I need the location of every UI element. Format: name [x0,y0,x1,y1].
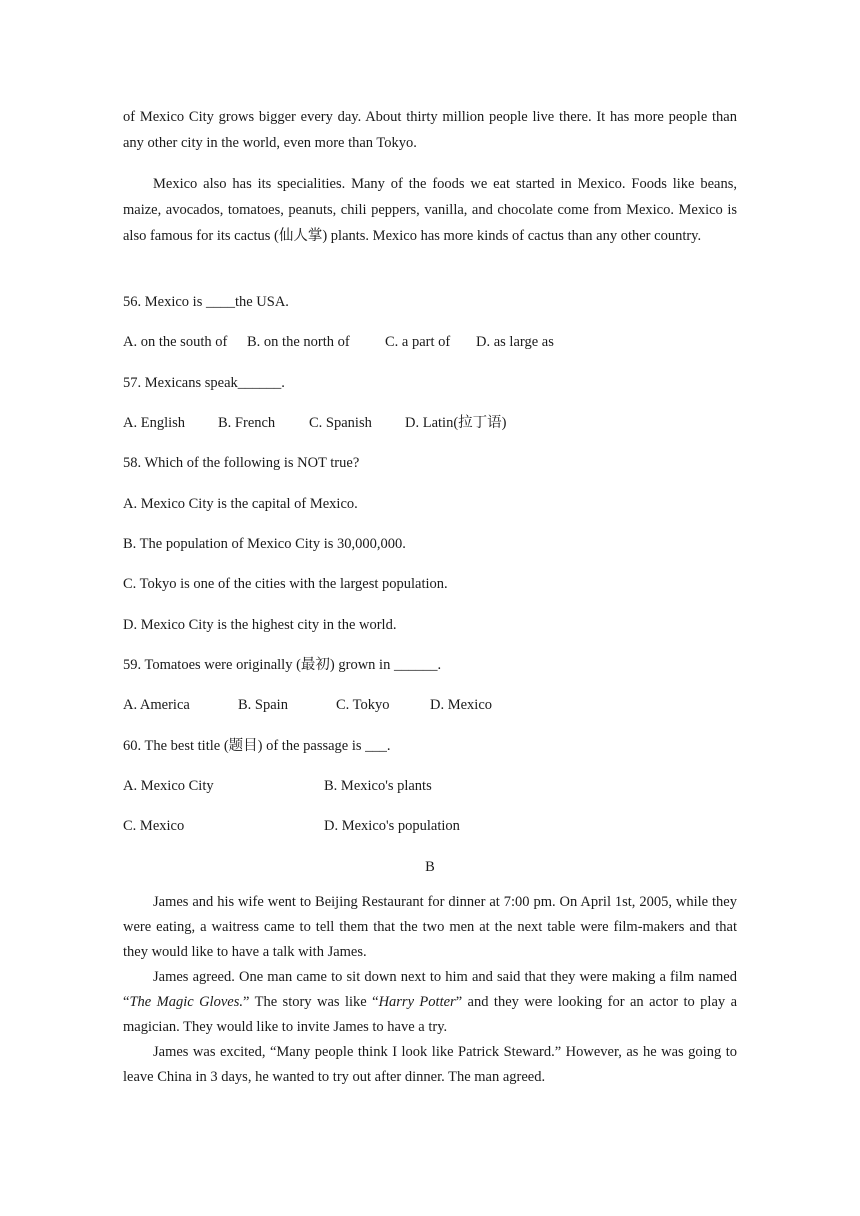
question-56-option-b: B. on the north of [247,334,350,350]
question-56-option-d: D. as large as [476,334,554,350]
question-57-option-a: A. English [123,415,186,431]
section-b-heading: B [425,859,435,875]
question-56-stem: 56. Mexico is ____the USA. [123,294,289,310]
question-58-option-a: A. Mexico City is the capital of Mexico. [123,496,358,512]
passage-a-paragraph-2: Mexico also has its specialities. Many of the foods we eat started in Mexico. Foods like beans, maize, avocados, tomatoes, peanuts, chili peppers, vanilla, and chocolate come from Mexico. Mexico is also famous for its cactus (仙人掌) plants. Mexico has more kinds of cactus than any other country. [123,176,737,244]
question-58-option-b: B. The population of Mexico City is 30,000,000. [123,536,406,552]
question-60-options-row-2 [123,816,460,836]
passage-b-paragraph-1: James and his wife went to Beijing Restaurant for dinner at 7:00 pm. On April 1st, 2005, while they were eating, a waitress came to tell them that the two men at the next table were film-makers and that they would like to have a talk with James. [123,894,737,960]
question-58-option-c: C. Tokyo is one of the cities with the largest population. [123,576,448,592]
question-60-option-a: A. Mexico City [123,778,214,794]
question-59-option-d: D. Mexico [430,697,493,713]
question-58-option-d: D. Mexico City is the highest city in the world. [123,617,397,633]
question-60-option-c: C. Mexico [123,818,185,834]
question-59-option-b: B. Spain [238,697,288,713]
film-title-magic-gloves: The Magic Gloves. [129,994,243,1010]
question-57-option-d: D. Latin(拉丁语) [405,415,507,431]
question-60-option-d: D. Mexico's population [324,818,460,834]
question-56-options [123,332,554,352]
question-56-option-a: A. on the south of [123,334,228,350]
passage-b-paragraph-2 [123,965,737,1040]
passage-b-paragraph-2-text-c: ” and they were looking for an actor to play a magician. They would like to invite James to have a try. [123,994,738,1035]
film-title-harry-potter: Harry Potter [378,994,456,1010]
question-60-option-b: B. Mexico's plants [324,778,432,794]
question-59-option-c: C. Tokyo [336,697,390,713]
question-59-option-a: A. America [123,697,190,713]
question-57-stem: 57. Mexicans speak______. [123,375,285,391]
question-57-options [123,413,506,433]
passage-b-paragraph-2-text-b: ” The story was like “ [242,994,379,1010]
question-58-stem: 58. Which of the following is NOT true? [123,455,360,471]
question-56-option-c: C. a part of [385,334,451,350]
passage-b-paragraph-3: James was excited, “Many people think I look like Patrick Steward.” However, as he was going to leave China in 3 days, he wanted to try out after dinner. The man agreed. [123,1044,737,1085]
question-59-options [123,695,492,715]
question-60-options-row-1 [123,776,432,796]
passage-b-paragraph-2-text-a: James agreed. One man came to sit down next to him and said that they were making a film named “ [123,969,737,1010]
question-57-option-c: C. Spanish [309,415,372,431]
question-59-stem: 59. Tomatoes were originally (最初) grown in ______. [123,657,442,673]
passage-a-paragraph-1: of Mexico City grows bigger every day. About thirty million people live there. It has more people than any other city in the world, even more than Tokyo. [123,109,737,151]
question-57-option-b: B. French [218,415,276,431]
question-60-stem: 60. The best title (题目) of the passage is ___. [123,738,391,754]
